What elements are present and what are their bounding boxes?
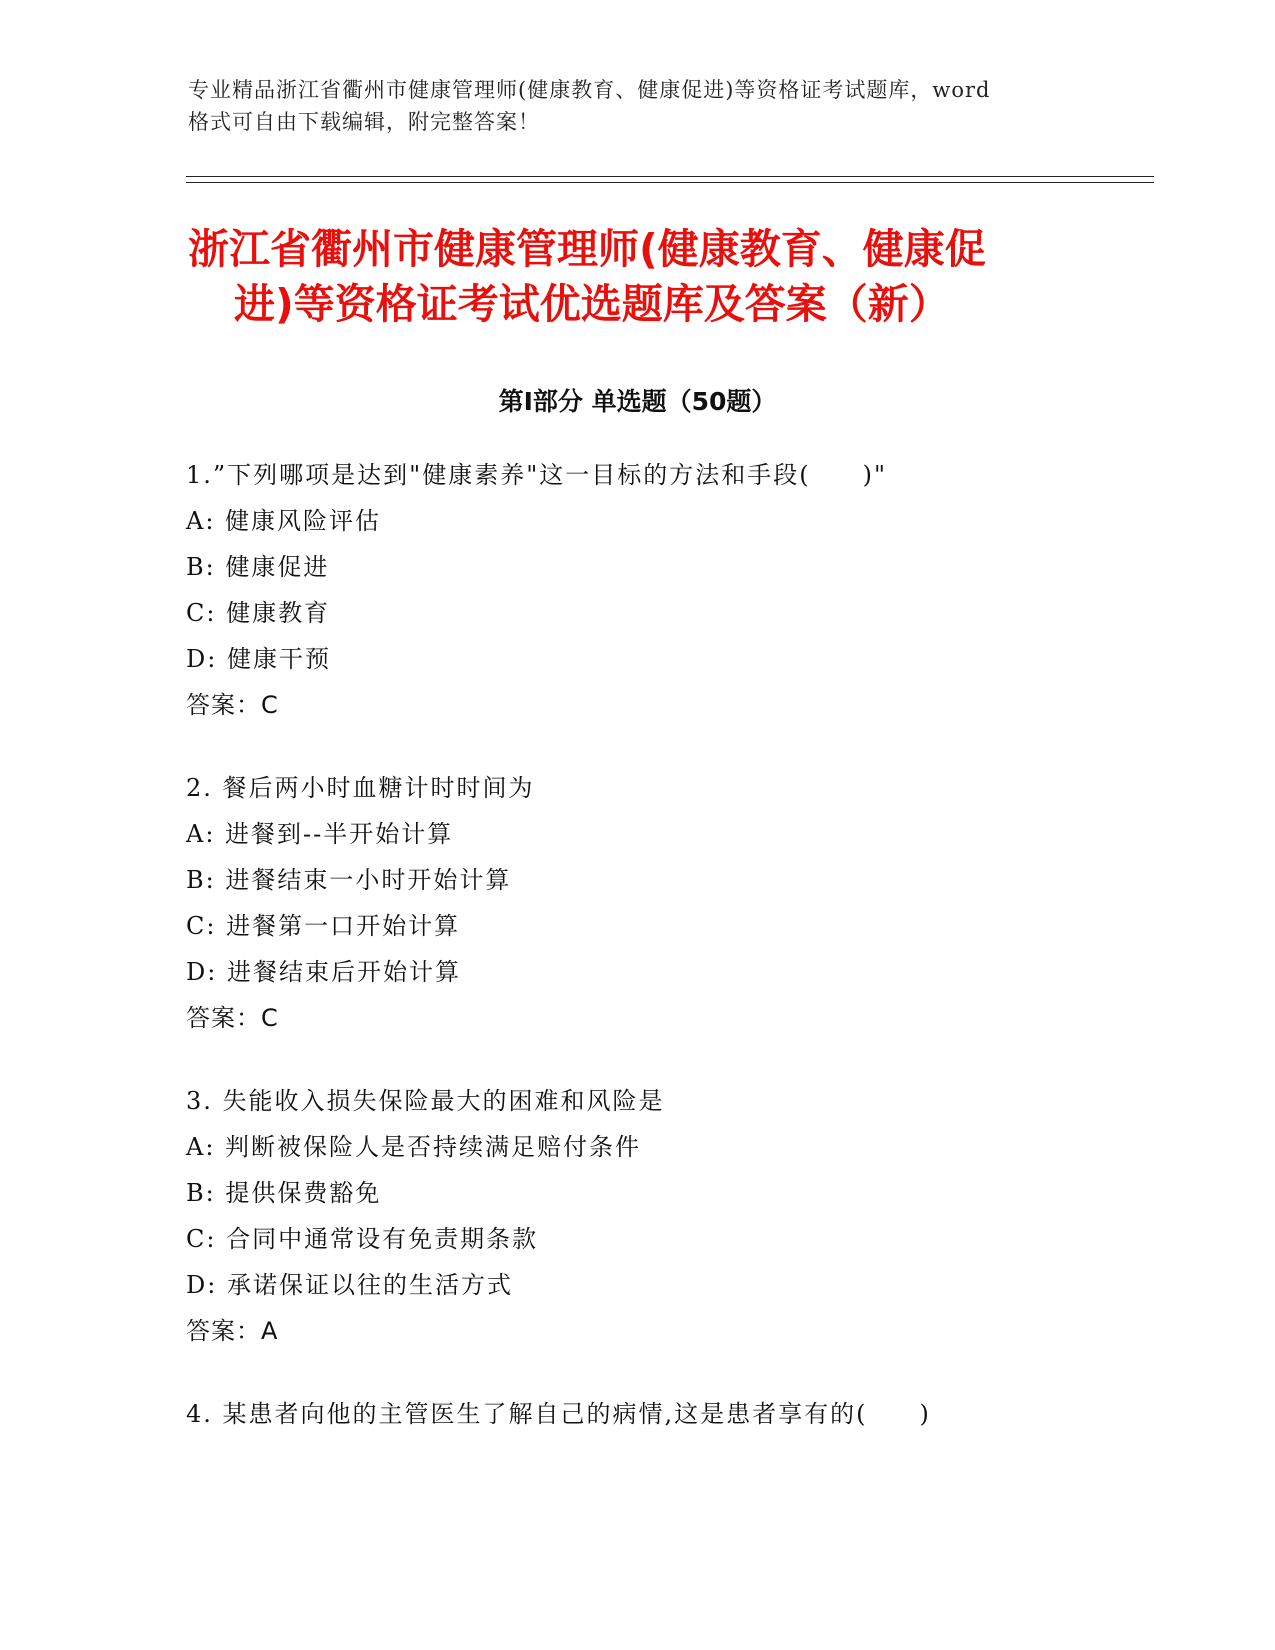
title-line-2: 进)等资格证考试优选题库及答案（新） xyxy=(234,280,950,328)
document-title xyxy=(188,222,1088,332)
option-b: B: 提供保费豁免 xyxy=(186,1179,382,1207)
header-divider-top xyxy=(186,176,1154,177)
option-a: A: 进餐到--半开始计算 xyxy=(186,820,454,848)
question-stem: 4. 某患者向他的主管医生了解自己的病情,这是患者享有的( ) xyxy=(186,1400,931,1428)
question-1 xyxy=(186,452,1166,728)
option-b: B: 健康促进 xyxy=(186,553,330,581)
option-c: C: 合同中通常设有免责期条款 xyxy=(186,1225,539,1253)
question-stem: 1.”下列哪项是达到"健康素养"这一目标的方法和手段( )" xyxy=(186,461,888,489)
option-a: A: 判断被保险人是否持续满足赔付条件 xyxy=(186,1133,642,1161)
title-line-1: 浙江省衢州市健康管理师(健康教育、健康促 xyxy=(188,225,986,273)
option-c: C: 进餐第一口开始计算 xyxy=(186,912,461,940)
option-b: B: 进餐结束一小时开始计算 xyxy=(186,866,512,894)
section-heading: 第Ⅰ部分 单选题（50题） xyxy=(498,387,777,416)
question-3 xyxy=(186,1078,1166,1354)
question-stem: 2. 餐后两小时血糖计时时间为 xyxy=(186,774,535,802)
document-header xyxy=(188,74,1088,138)
header-line-1: 专业精品浙江省衢州市健康管理师(健康教育、健康促进)等资格证考试题库，word xyxy=(188,78,991,102)
answer: 答案：C xyxy=(186,1004,279,1032)
option-d: D: 进餐结束后开始计算 xyxy=(186,958,461,986)
option-c: C: 健康教育 xyxy=(186,599,331,627)
answer: 答案：C xyxy=(186,691,279,719)
option-d: D: 健康干预 xyxy=(186,645,331,673)
question-4 xyxy=(186,1391,1166,1437)
option-a: A: 健康风险评估 xyxy=(186,507,382,535)
header-divider-bottom xyxy=(186,182,1154,183)
option-d: D: 承诺保证以往的生活方式 xyxy=(186,1271,513,1299)
question-2 xyxy=(186,765,1166,1041)
answer: 答案：A xyxy=(186,1317,279,1345)
question-stem: 3. 失能收入损失保险最大的困难和风险是 xyxy=(186,1087,665,1115)
header-line-2: 格式可自由下载编辑，附完整答案！ xyxy=(188,110,540,134)
